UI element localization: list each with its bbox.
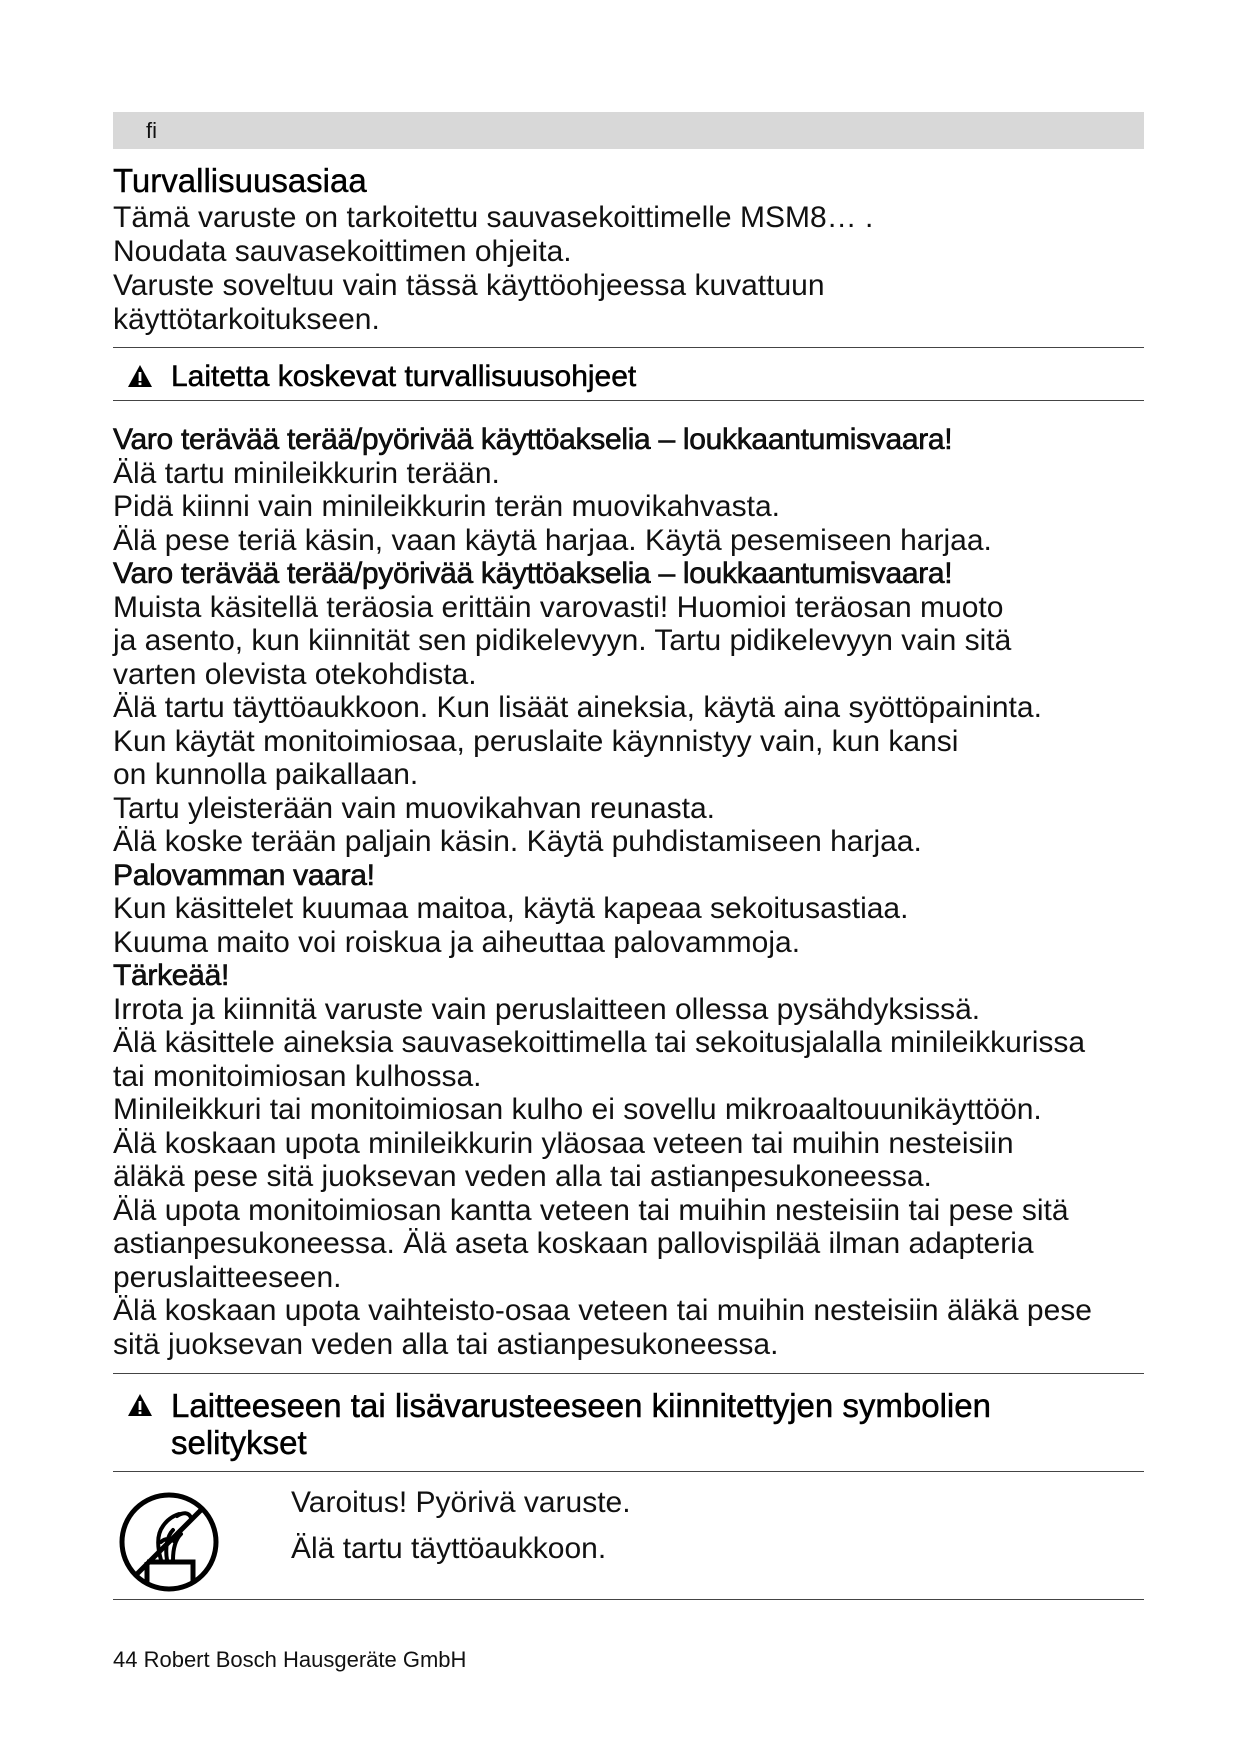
intro-line: käyttötarkoitukseen. [113,303,380,336]
symbol-explanation [113,1472,1144,1599]
instruction-line: tai monitoimiosan kulhossa. [113,1059,482,1093]
language-code: fi [146,118,157,143]
instruction-line: Kun käsittelet kuumaa maitoa, käytä kapeaa sekoitusastiaa. [113,892,909,925]
intro-line: Tämä varuste on tarkoitettu sauvasekoittimelle MSM8… . [113,201,874,234]
symbol-description [291,1486,631,1578]
divider [113,1599,1144,1600]
page-title: Turvallisuusasiaa [113,162,367,199]
instruction-line: varten olevista otekohdista. [113,657,477,691]
section-heading-safety [113,348,1144,400]
instruction-line: Muista käsitellä teräosia erittäin varovasti! Huomioi teräosan muoto [113,590,1004,624]
section-heading-text: Laitteeseen tai lisävarusteeseen kiinnitettyjen symbolien [171,1387,991,1424]
instruction-line: Minileikkuri tai monitoimiosan kulho ei sovellu mikroaaltouunikäyttöön. [113,1093,1042,1126]
warning-triangle-icon [127,364,153,388]
intro-line: Varuste soveltuu vain tässä käyttöohjeessa kuvattuun [113,269,825,302]
instruction-line: Palovamman vaara! [113,858,375,892]
instruction-line: Pidä kiinni vain minileikkurin terän muovikahvasta. [113,490,780,523]
section-heading-text: selitykset [171,1424,307,1461]
instruction-line: Varo terävää terää/pyörivää käyttöakselia – loukkaantumisvaara! [113,423,953,456]
section-heading-text: Laitetta koskevat turvallisuusohjeet [171,360,637,393]
safety-instructions [113,423,1144,1361]
instruction-line: Älä käsittele aineksia sauvasekoittimella tai sekoitusjalalla minileikkurissa [113,1026,1086,1059]
instruction-line: Tartu yleisterään vain muovikahvan reunasta. [113,791,715,825]
symbol-line: Varoitus! Pyörivä varuste. [291,1486,631,1519]
page-content [113,161,1144,1600]
instruction-line: Älä koske terään paljain käsin. Käytä puhdistamiseen harjaa. [113,825,922,858]
symbol-line: Älä tartu täyttöaukkoon. [291,1532,607,1565]
instruction-line: Älä koskaan upota minileikkurin yläosaa veteen tai muihin nesteisiin [113,1126,1014,1160]
instruction-line: Kuuma maito voi roiskua ja aiheuttaa palovammoja. [113,925,801,959]
instruction-line: Älä tartu minileikkurin terään. [113,456,500,490]
instruction-line: Tärkeää! [113,959,229,992]
instruction-line: äläkä pese sitä juoksevan veden alla tai astianpesukoneessa. [113,1160,932,1193]
instruction-line: Varo terävää terää/pyörivää käyttöakselia – loukkaantumisvaara! [113,557,953,590]
instruction-line: on kunnolla paikallaan. [113,758,419,791]
instruction-line: sitä juoksevan veden alla tai astianpesukoneessa. [113,1327,779,1361]
instruction-line: Älä upota monitoimiosan kantta veteen tai muihin nesteisiin tai pese sitä [113,1193,1069,1227]
section-heading-symbols [113,1374,1144,1471]
instruction-line: Älä pese teriä käsin, vaan käytä harjaa. Käytä pesemiseen harjaa. [113,523,992,557]
intro-line: Noudata sauvasekoittimen ohjeita. [113,235,572,268]
instruction-line: Älä koskaan upota vaihteisto-osaa veteen tai muihin nesteisiin äläkä pese [113,1294,1092,1327]
instruction-line: ja asento, kun kiinnität sen pidikelevyyn. Tartu pidikelevyyn vain sitä [113,624,1012,657]
instruction-line: astianpesukoneessa. Älä aseta koskaan pallovispilää ilman adapteria [113,1227,1034,1260]
instruction-line: Irrota ja kiinnitä varuste vain peruslaitteen ollessa pysähdyksissä. [113,992,981,1026]
language-bar [113,112,1144,149]
intro-text [113,201,1144,337]
divider [113,400,1144,401]
instruction-line: peruslaitteeseen. [113,1260,342,1294]
warning-triangle-icon [127,1393,153,1417]
page-footer: 44 Robert Bosch Hausgeräte GmbH [113,1647,467,1672]
instruction-line: Älä tartu täyttöaukkoon. Kun lisäät aineksia, käytä aina syöttöpaininta. [113,691,1042,724]
instruction-line: Kun käytät monitoimiosaa, peruslaite käynnistyy vain, kun kansi [113,724,959,758]
no-hand-in-opening-icon [117,1490,221,1594]
